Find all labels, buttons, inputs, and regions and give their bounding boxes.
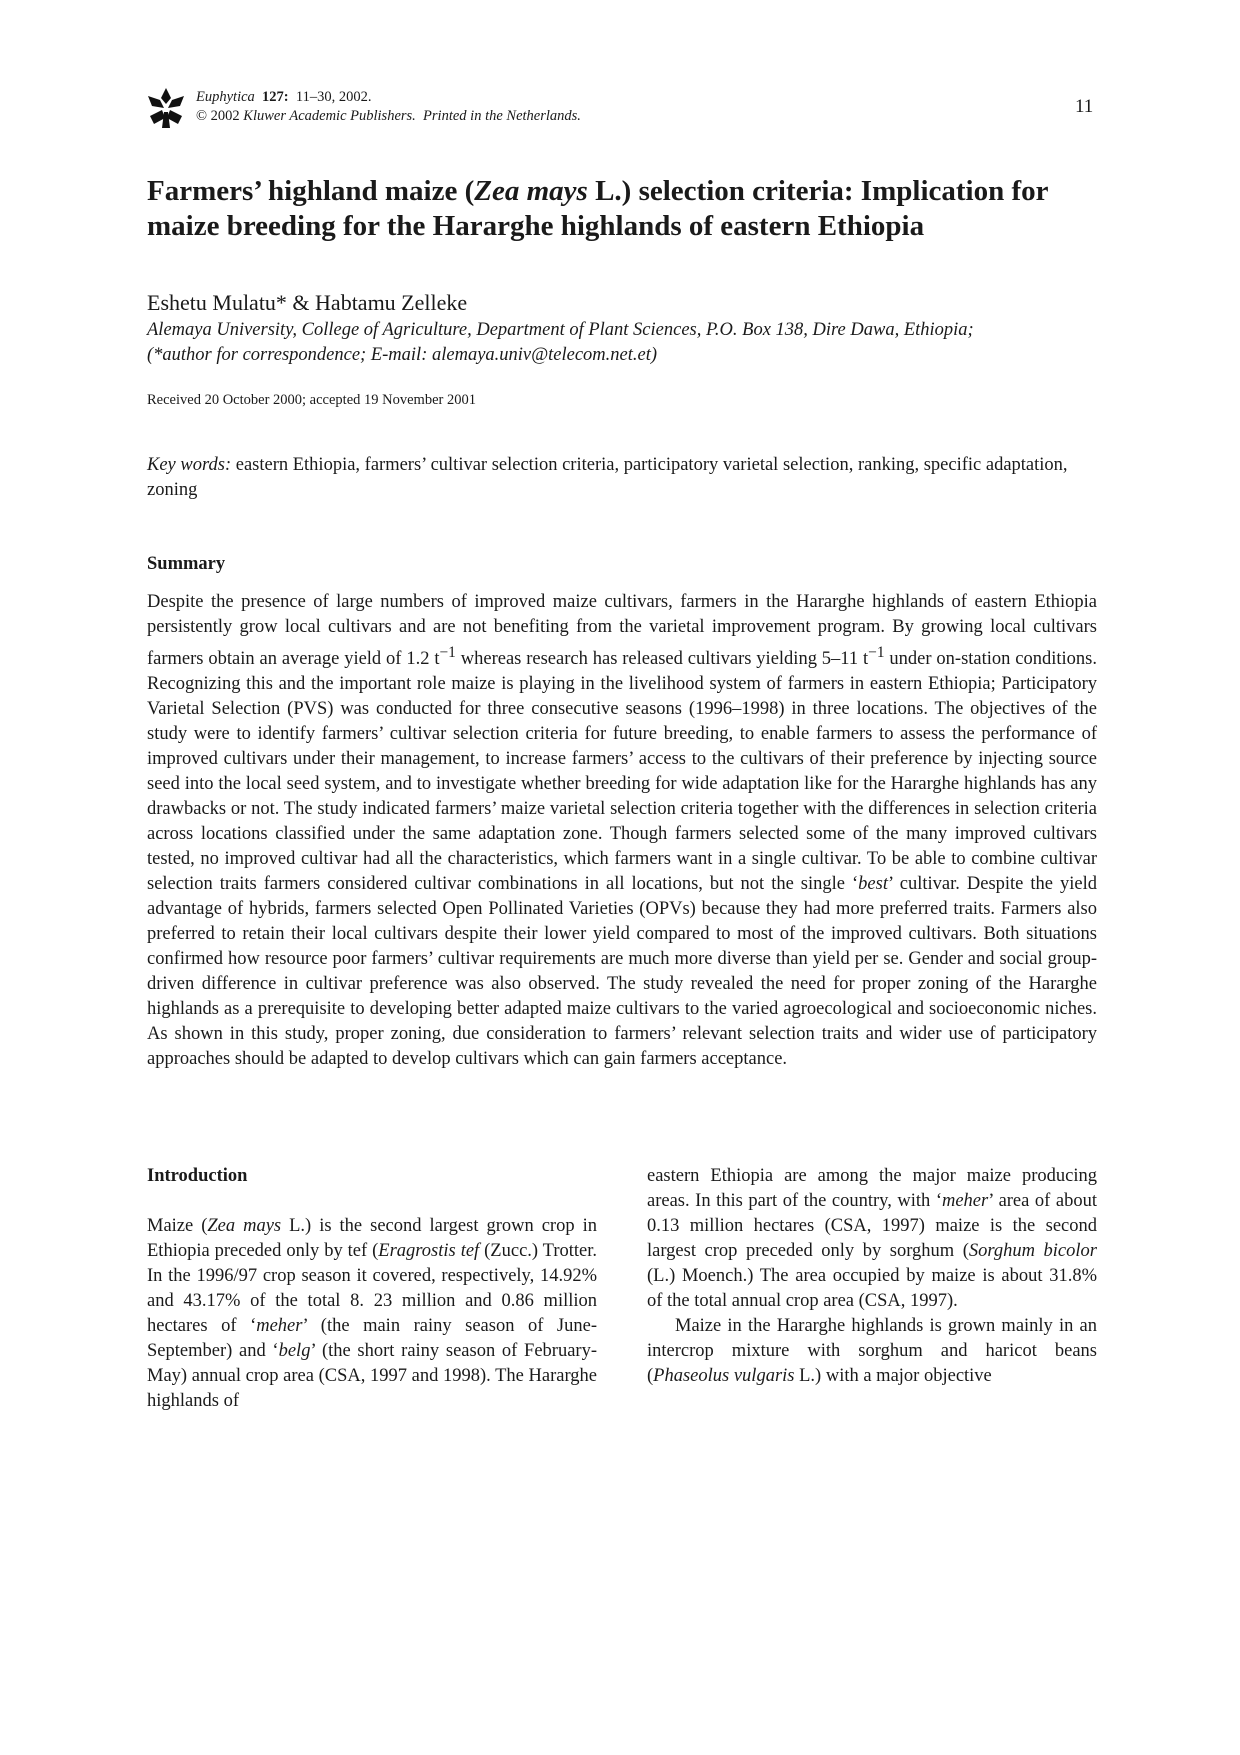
- affiliation: [147, 318, 1097, 368]
- intro-paragraph-2: Maize in the Hararghe highlands is grown mainly in an intercrop mixture with sorghum and haricot beans (Phaseolus vulgaris L.) with a major objective: [647, 1316, 1097, 1386]
- summary-heading: Summary: [147, 554, 226, 574]
- printed-location: Printed in the Netherlands.: [423, 108, 581, 124]
- intro-right-column: [647, 1164, 1097, 1389]
- correspondence: (*author for correspondence; E-mail: alemaya.univ@telecom.net.et): [147, 345, 658, 365]
- keywords: [147, 453, 1097, 503]
- intro-paragraph-1: Maize (Zea mays L.) is the second largest grown crop in Ethiopia preceded only by tef (Eragrostis tef (Zucc.) Trotter. In the 1996/97 crop season it covered, respectively, 14.92% and 43.17% of the total 8. 23 million and 0.86 million hectares of ‘meher’ (the main rainy season of June-September) and ‘belg’ (the short rainy season of February-May) annual crop area (CSA, 1997 and 1998). The Hararghe highlands of: [147, 1216, 598, 1411]
- kluwer-logo-icon: [146, 86, 186, 130]
- intro-left-column: [147, 1164, 597, 1414]
- page-number: 11: [1075, 96, 1094, 117]
- journal-pages: 11–30, 2002.: [295, 89, 372, 105]
- copyright: © 2002: [196, 108, 240, 124]
- intro-paragraph-1-cont: eastern Ethiopia are among the major maize producing areas. In this part of the country, with ‘meher’ area of about 0.13 million hectares (CSA, 1997) maize is the second largest crop preceded only by sorghum (Sorghum bicolor (L.) Moench.) The area occupied by maize is about 31.8% of the total annual crop area (CSA, 1997).: [647, 1166, 1097, 1311]
- introduction-heading: Introduction: [147, 1166, 248, 1186]
- journal-name: Euphytica: [196, 89, 255, 105]
- summary-text: Despite the presence of large numbers of improved maize cultivars, farmers in the Hararghe highlands of eastern Ethiopia persistently grow local cultivars and are not benefiting from the varietal improvement program. By growing local cultivars farmers obtain an average yield of 1.2 $t^{-1}$ whereas research has released cultivars yielding 5–11 $t^{-1}$ under on-station conditions. Recognizing this and the important role maize is playing in the livelihood system of farmers in eastern Ethiopia; Participatory Varietal Selection (PVS) was conducted for three consecutive seasons (1996–1998) in three locations. The objectives of the study were to identify farmers’ cultivar selection criteria for future breeding, to enable farmers to assess the performance of improved cultivars under their management, to increase farmers’ access to the cultivars of their preference by injecting source seed into the local seed system, and to investigate whether breeding for wide adaptation like for the Hararghe highlands has any drawbacks or not. The study indicated farmers’ maize varietal selection criteria together with the differences in selection criteria across locations classified under the same adaptation zone. Though farmers selected some of the many improved cultivars tested, no improved cultivar had all the characteristics, which farmers want in a single cultivar. To be able to combine cultivar selection traits farmers considered cultivar combinations in all locations, but not the single ‘best’ cultivar. Despite the yield advantage of hybrids, farmers selected Open Pollinated Varieties (OPVs) because they had more preferred traits. Farmers also preferred to retain their local cultivars despite their lower yield compared to most of the improved cultivars. Both situations confirmed how resource poor farmers’ cultivar requirements are much more diverse than yield per se. Gender and social group-driven difference in cultivar preference was also observed. The study revealed the need for proper zoning of the Hararghe highlands as a prerequisite to developing better adapted maize cultivars to the varied agroecological and socioeconomic niches. As shown in this study, proper zoning, due consideration to farmers’ relevant selection traits and wider use of participatory approaches should be adapted to develop cultivars which can gain farmers acceptance.: [147, 592, 1097, 1070]
- journal-citation: [196, 88, 581, 126]
- affiliation-address: Alemaya University, College of Agriculture, Department of Plant Sciences, P.O. Box 138, Dire Dawa, Ethiopia;: [147, 320, 974, 340]
- article-title: Farmers’ highland maize (Zea mays L.) selection criteria: Implication for maize breeding for the Hararghe highlands of eastern Ethiopia: [147, 175, 1048, 242]
- keywords-list: eastern Ethiopia, farmers’ cultivar selection criteria, participatory varietal selection, ranking, specific adaptation, zoning: [147, 455, 1068, 500]
- journal-volume: 127:: [262, 89, 289, 105]
- title-species: Zea mays: [474, 175, 588, 207]
- publisher: Kluwer Academic Publishers.: [243, 108, 416, 124]
- received-dates: Received 20 October 2000; accepted 19 November 2001: [147, 392, 476, 408]
- authors: Eshetu Mulatu* & Habtamu Zelleke: [147, 290, 468, 315]
- keywords-label: Key words:: [147, 455, 232, 475]
